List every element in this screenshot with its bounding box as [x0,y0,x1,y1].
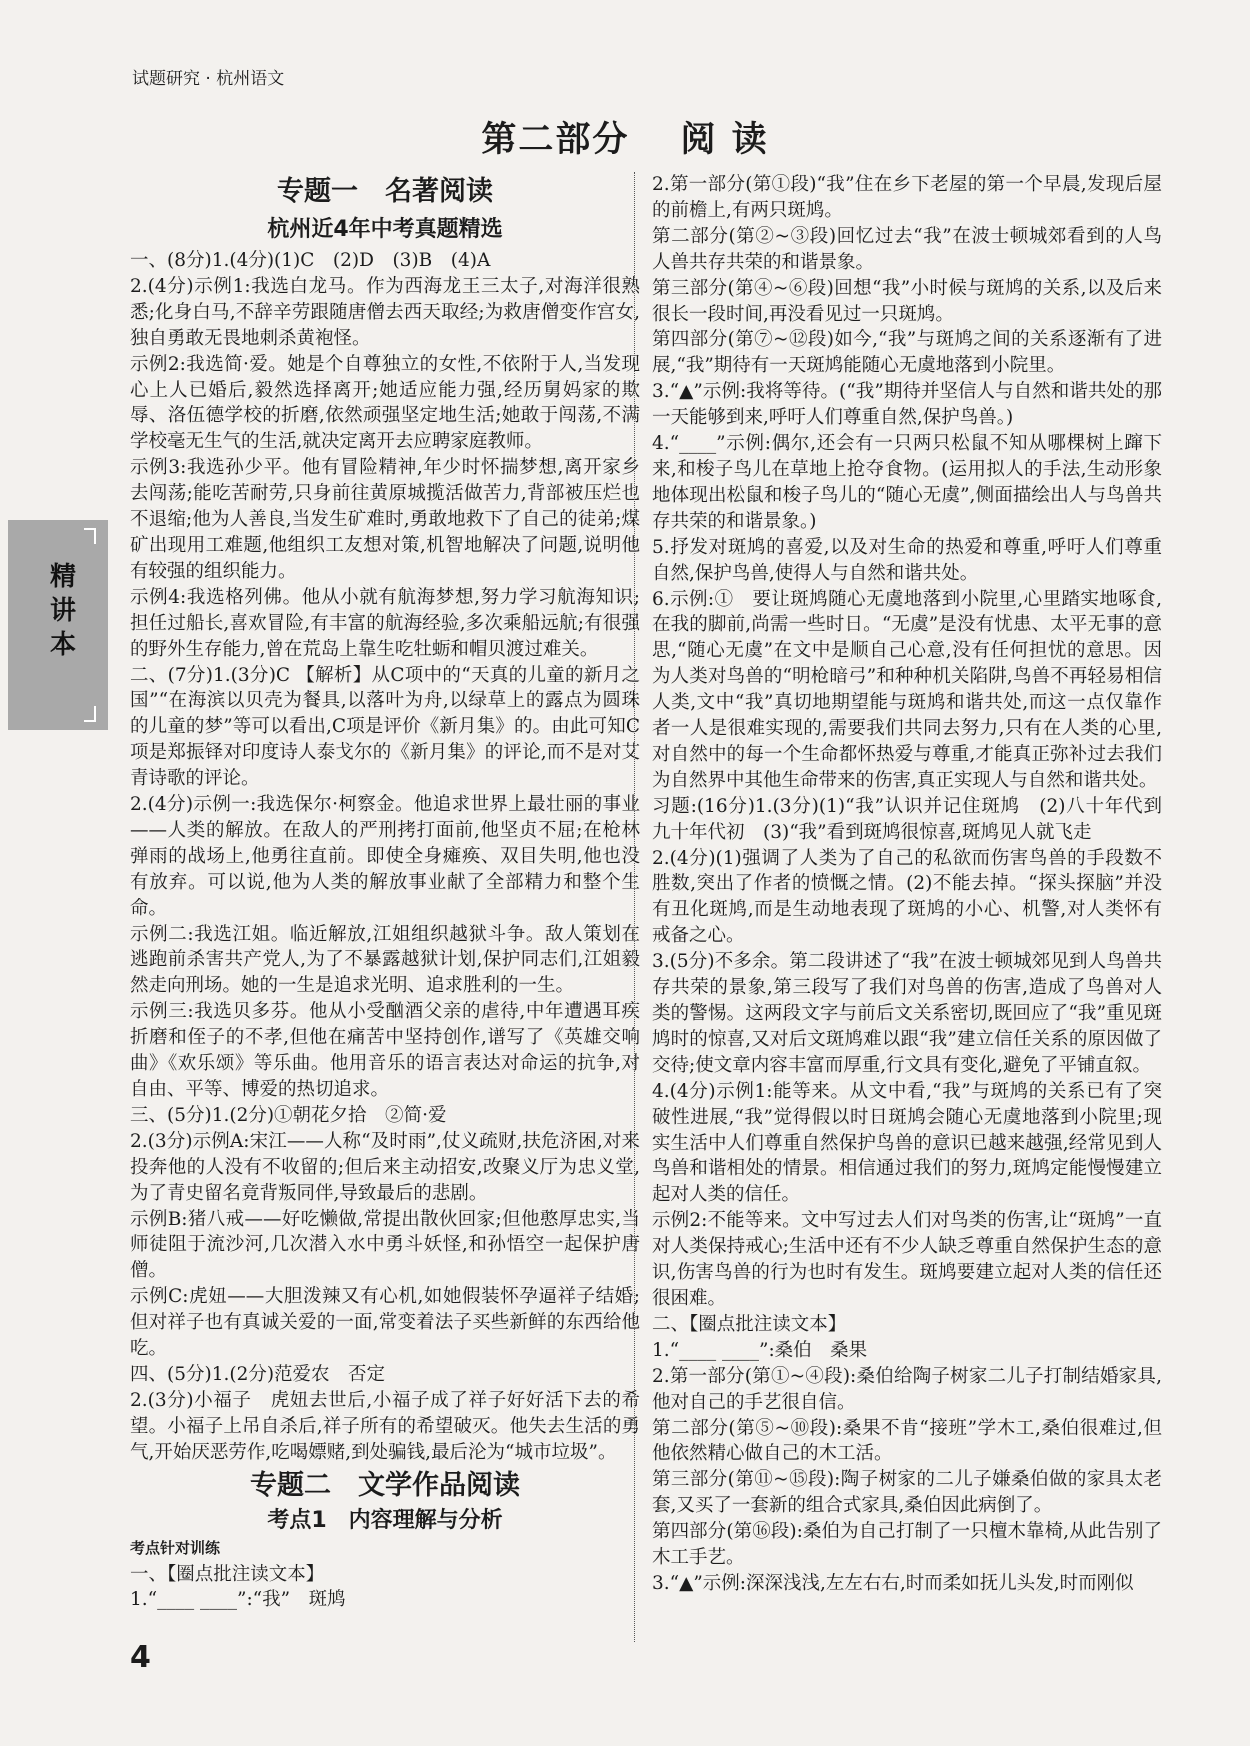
section-heading: 专题一 名著阅读 [277,176,493,207]
answer-paragraph: 2.(3分)小福子 虎妞去世后,小福子成了祥子好好活下去的希望。小福子上吊自杀后,祥子所有的希望破灭。他失去生活的勇气,开始厌恶劳作,吃喝嫖赌,到处骗钱,最后沦为“城市垃圾”。 [130,1389,640,1463]
side-tab [8,520,108,730]
tab-corner-mark [84,706,96,722]
part-title: 第二部分 阅 读 [481,120,769,160]
answer-paragraph: 第二部分(第⑤~⑩段):桑果不肯“接班”学木工,桑伯很难过,但他依然精心做自己的木工活。 [652,1417,1162,1465]
answer-paragraph: 习题:(16分)1.(3分)(1)“我”认识并记住斑鸠 (2)八十年代到九十年代初 (3)“我”看到斑鸠很惊喜,斑鸠见人就飞走 [652,795,1162,843]
right-column [652,172,1162,1597]
answer-paragraph: 4.“____”示例:偶尔,还会有一只两只松鼠不知从哪棵树上蹿下来,和梭子鸟儿在草地上抢夺食物。(运用拟人的手法,生动形象地体现出松鼠和梭子鸟儿的“随心无虞”,侧面描绘出人与鸟兽共存共荣的和谐景象。) [652,433,1162,532]
answer-paragraph: 3.(5分)不多余。第二段讲述了“我”在波士顿城郊见到人鸟兽共存共荣的景象,第三段写了我们对鸟兽的伤害,造成了鸟兽对人类的警惕。这两段文字与前后文关系密切,既回应了“我”重见斑鸠时的惊喜,又对后文斑鸠难以跟“我”建立信任关系的原因做了交待;使文章内容丰富而厚重,行文具有变化,避免了平铺直叙。 [652,951,1162,1076]
section-heading: 专题二 文学作品阅读 [250,1469,520,1501]
answer-paragraph: 1.“____ ____”:桑伯 桑果 [652,1339,868,1361]
answer-paragraph: 4.(4分)示例1:能等来。从文中看,“我”与斑鸠的关系已有了突破性进展,“我”觉得假以时日斑鸠会随心无虞地落到小院里;现实生活中人们尊重自然保护鸟兽的意识已越来越强,经常见到人鸟兽和谐相处的情景。相信通过我们的努力,斑鸠定能慢慢建立起对人类的信任。 [652,1080,1162,1206]
column-divider [634,172,635,1642]
answer-paragraph: 第三部分(第⑪~⑮段):陶子树家的二儿子嫌桑伯做的家具太老套,又买了一套新的组合式家具,桑伯因此病倒了。 [652,1469,1162,1517]
section-heading: 考点1 内容理解与分析 [267,1507,503,1533]
answer-paragraph: 示例C:虎妞——大胆泼辣又有心机,如她假装怀孕逼祥子结婚;但对祥子也有真诚关爱的一面,常变着法子买些新鲜的东西给他吃。 [130,1286,640,1360]
answer-paragraph: 第四部分(第⑯段):桑伯为自己打制了一只檀木靠椅,从此告别了木工手艺。 [652,1521,1162,1569]
side-tab-label: 精讲本 [49,562,76,660]
answer-paragraph: 1.“____ ____”:“我” 斑鸠 [130,1589,346,1611]
answer-paragraph: 示例2:我选简·爱。她是个自尊独立的女性,不依附于人,当发现心上人已婚后,毅然选择离开;她适应能力强,经历舅妈家的欺辱、洛伍德学校的折磨,依然顽强坚定地生活;她敢于闯荡,不满学校毫无生气的生活,就决定离开去应聘家庭教师。 [130,353,640,453]
answer-paragraph: 第二部分(第②~③段)回忆过去“我”在波士顿城郊看到的人鸟人兽共存共荣的和谐景象。 [652,225,1162,273]
answer-paragraph: 示例4:我选格列佛。他从小就有航海梦想,努力学习航海知识;担任过船长,喜欢冒险,有丰富的航海经验,多次乘船远航;有很强的野外生存能力,曾在荒岛上靠生吃牡蛎和帽贝渡过难关。 [130,586,640,660]
answer-paragraph: 2.第一部分(第①段)“我”住在乡下老屋的第一个早晨,发现后屋的前檐上,有两只斑鸠。 [652,174,1162,221]
answer-paragraph: 第三部分(第④~⑥段)回想“我”小时候与斑鸠的关系,以及后来很长一段时间,再没看见过一只斑鸠。 [652,277,1162,325]
answer-paragraph: 示例三:我选贝多芬。他从小受酗酒父亲的虐待,中年遭遇耳疾折磨和侄子的不孝,但他在痛苦中坚持创作,谱写了《英雄交响曲》《欢乐颂》等乐曲。他用音乐的语言表达对命运的抗争,对自由、平等、博爱的热切追求。 [130,1001,640,1100]
answer-paragraph: 2.(4分)示例1:我选白龙马。作为西海龙王三太子,对海洋很熟悉;化身白马,不辞辛劳跟随唐僧去西天取经;为救唐僧变作宫女,独自勇敢无畏地刺杀黄袍怪。 [130,275,640,349]
answer-paragraph: 示例二:我选江姐。临近解放,江姐组织越狱斗争。敌人策划在逃跑前杀害共产党人,为了不暴露越狱计划,保护同志们,江姐毅然走向刑场。她的一生是追求光明、追求胜利的一生。 [130,923,640,997]
tab-corner-mark [84,528,96,544]
answer-paragraph: 5.抒发对斑鸠的喜爱,以及对生命的热爱和尊重,呼吁人们尊重自然,保护鸟兽,使得人与自然和谐共处。 [652,536,1162,584]
answer-paragraph: 二、(7分)1.(3分)C 【解析】从C项中的“天真的儿童的新月之国”“在海滨以贝壳为餐具,以落叶为舟,以绿草上的露点为圆珠的儿童的梦”等可以看出,C项是评价《新月集》的。由此可知C项是郑振铎对印度诗人泰戈尔的《新月集》的评论,而不是对艾青诗歌的评论。 [130,664,640,790]
answer-paragraph: 第四部分(第⑦~⑫段)如今,“我”与斑鸠之间的关系逐渐有了进展,“我”期待有一天斑鸠能随心无虞地落到小院里。 [652,329,1162,377]
answer-paragraph: 2.(3分)示例A:宋江——人称“及时雨”,仗义疏财,扶危济困,对来投奔他的人没有不收留的;但后来主动招安,改聚义厅为忠义堂,为了青史留名竟背叛同伴,导致最后的悲剧。 [130,1130,640,1204]
answer-paragraph: 示例2:不能等来。文中写过去人们对鸟类的伤害,让“斑鸠”一直对人类保持戒心;生活中还有不少人缺乏尊重自然保护生态的意识,伤害鸟兽的行为也时有发生。斑鸠要建立起对人类的信任还很困难。 [652,1210,1162,1309]
answer-paragraph: 2.(4分)示例一:我选保尔·柯察金。他追求世界上最壮丽的事业——人类的解放。在敌人的严刑拷打面前,他坚贞不屈;在枪林弹雨的战场上,他勇往直前。即使全身瘫痪、双目失明,他也没有放弃。可以说,他为人类的解放事业献了全部精力和整个生命。 [130,794,640,919]
practice-label: 考点针对训练 [130,1538,221,1557]
answer-paragraph: 一、(8分)1.(4分)(1)C (2)D (3)B (4)A [130,250,491,271]
answer-paragraph: 3.“▲”示例:我将等待。(“我”期待并坚信人与自然和谐共处的那一天能够到来,呼吁人们尊重自然,保护鸟兽。) [652,381,1162,429]
answer-paragraph: 2.(4分)(1)强调了人类为了自己的私欲而伤害鸟兽的手段数不胜数,突出了作者的愤慨之情。(2)不能去掉。“探头探脑”并没有丑化斑鸠,而是生动地表现了斑鸠的小心、机警,对人类怀有戒备之心。 [652,847,1162,947]
answer-paragraph: 示例B:猪八戒——好吃懒做,常提出散伙回家;但他憨厚忠实,当师徒阻于流沙河,几次潜入水中勇斗妖怪,和孙悟空一起保护唐僧。 [130,1208,640,1282]
page-number: 4 [130,1640,151,1675]
section-heading: 杭州近4年中考真题精选 [267,217,503,242]
answer-paragraph: 示例3:我选孙少平。他有冒险精神,年少时怀揣梦想,离开家乡去闯荡;能吃苦耐劳,只身前往黄原城揽活做苦力,背部被压烂也不退缩;他为人善良,当发生矿难时,勇敢地救下了自己的徒弟;煤矿出现用工难题,他组织工友想对策,机智地解决了问题,说明他有较强的组织能力。 [130,457,640,582]
answer-paragraph: 一、【圈点批注读文本】 [130,1563,325,1585]
answer-paragraph: 2.第一部分(第①~④段):桑伯给陶子树家二儿子打制结婚家具,他对自己的手艺很自信。 [652,1365,1162,1413]
answer-paragraph: 6.示例:① 要让斑鸠随心无虞地落到小院里,心里踏实地啄食,在我的脚前,尚需一些时日。“无虞”是没有忧患、太平无事的意思,“随心无虞”在文中是顺自己心意,没有任何担忧的意思。因为人类对鸟兽的“明枪暗弓”和种种机关陷阱,鸟兽不再轻易相信人类,文中“我”真切地期望能与斑鸠和谐共处,而这一点仅靠作者一人是很难实现的,需要我们共同去努力,只有在人类的心里,对自然中的每一个生命都怀热爱与尊重,才能真正弥补过去我们为自然界中其他生命带来的伤害,真正实现人与自然和谐共处。 [652,588,1162,791]
answer-paragraph: 三、(5分)1.(2分)①朝花夕拾 ②简·爱 [130,1104,447,1126]
running-header: 试题研究 · 杭州语文 [132,69,285,89]
answer-paragraph: 3.“▲”示例:深深浅浅,左左右右,时而柔如抚儿头发,时而刚似 [652,1572,1134,1594]
left-column [130,172,640,1613]
answer-paragraph: 四、(5分)1.(2分)范爱农 否定 [130,1363,386,1385]
answer-paragraph: 二、【圈点批注读文本】 [652,1313,847,1335]
